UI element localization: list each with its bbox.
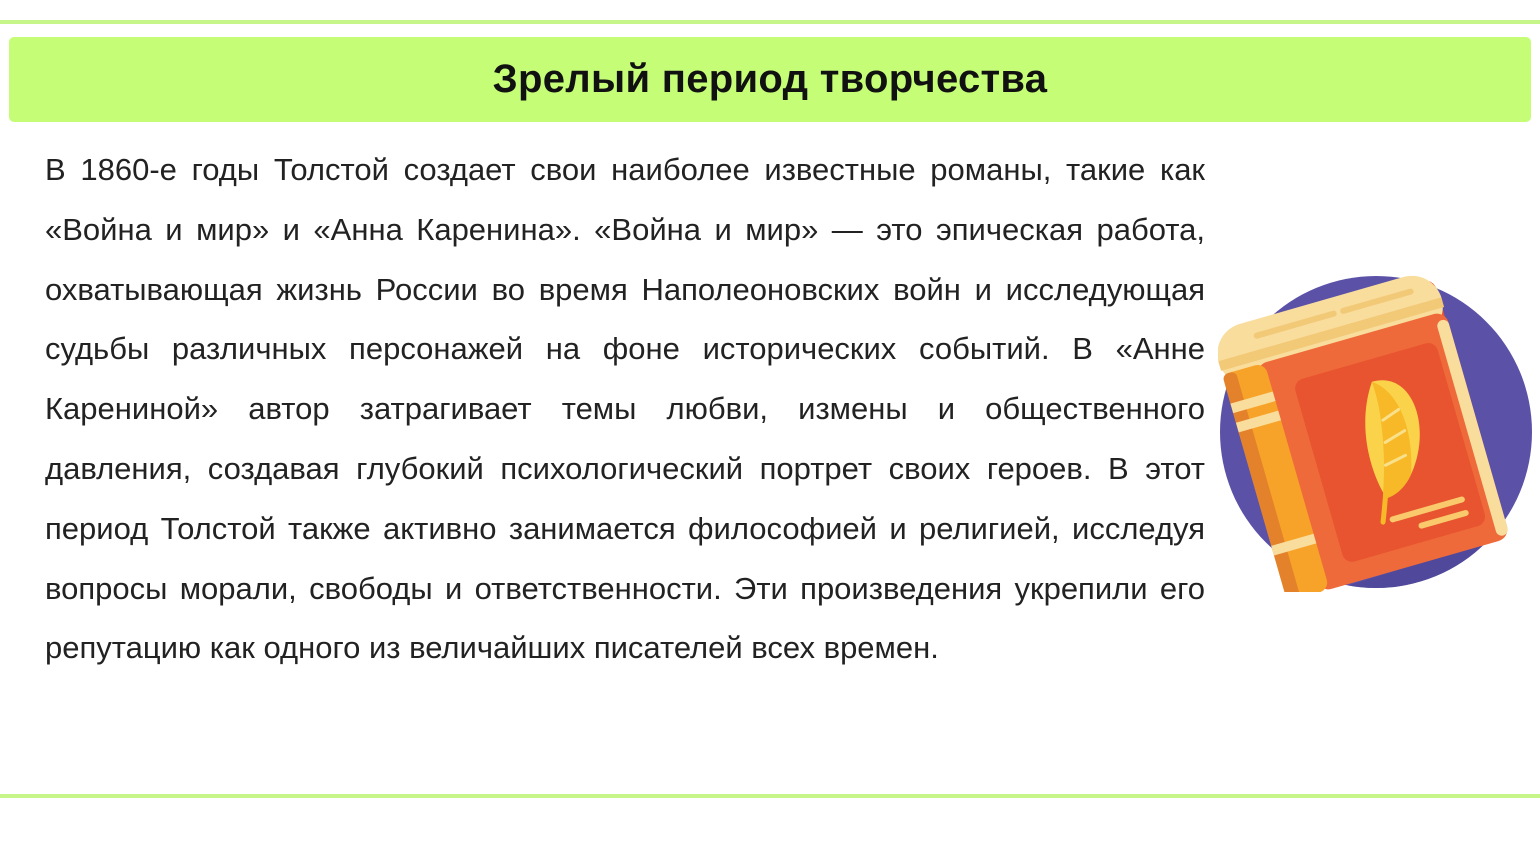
- page-title: Зрелый период творчества: [492, 57, 1048, 101]
- title-banner: [9, 37, 1531, 122]
- top-divider: [0, 20, 1540, 24]
- book-with-feather-icon: [1218, 272, 1538, 592]
- book-illustration: [1218, 272, 1538, 592]
- body-paragraph: В 1860-е годы Толстой создает свои наиболее известные романы, такие как «Война и мир» и «Анна Каренина». «Война и мир» — это эпическая работа, охватывающая жизнь России во время Наполеоновских войн и исследующая судьбы различных персонажей на фоне исторических событий. В «Анне Карениной» автор затрагивает темы любви, измены и общественного давления, создавая глубокий психологический портрет своих героев. В этот период Толстой также активно занимается философией и религией, исследуя вопросы морали, свободы и ответственности. Эти произведения укрепили его репутацию как одного из величайших писателей всех времен.: [45, 152, 1205, 666]
- bottom-divider: [0, 794, 1540, 798]
